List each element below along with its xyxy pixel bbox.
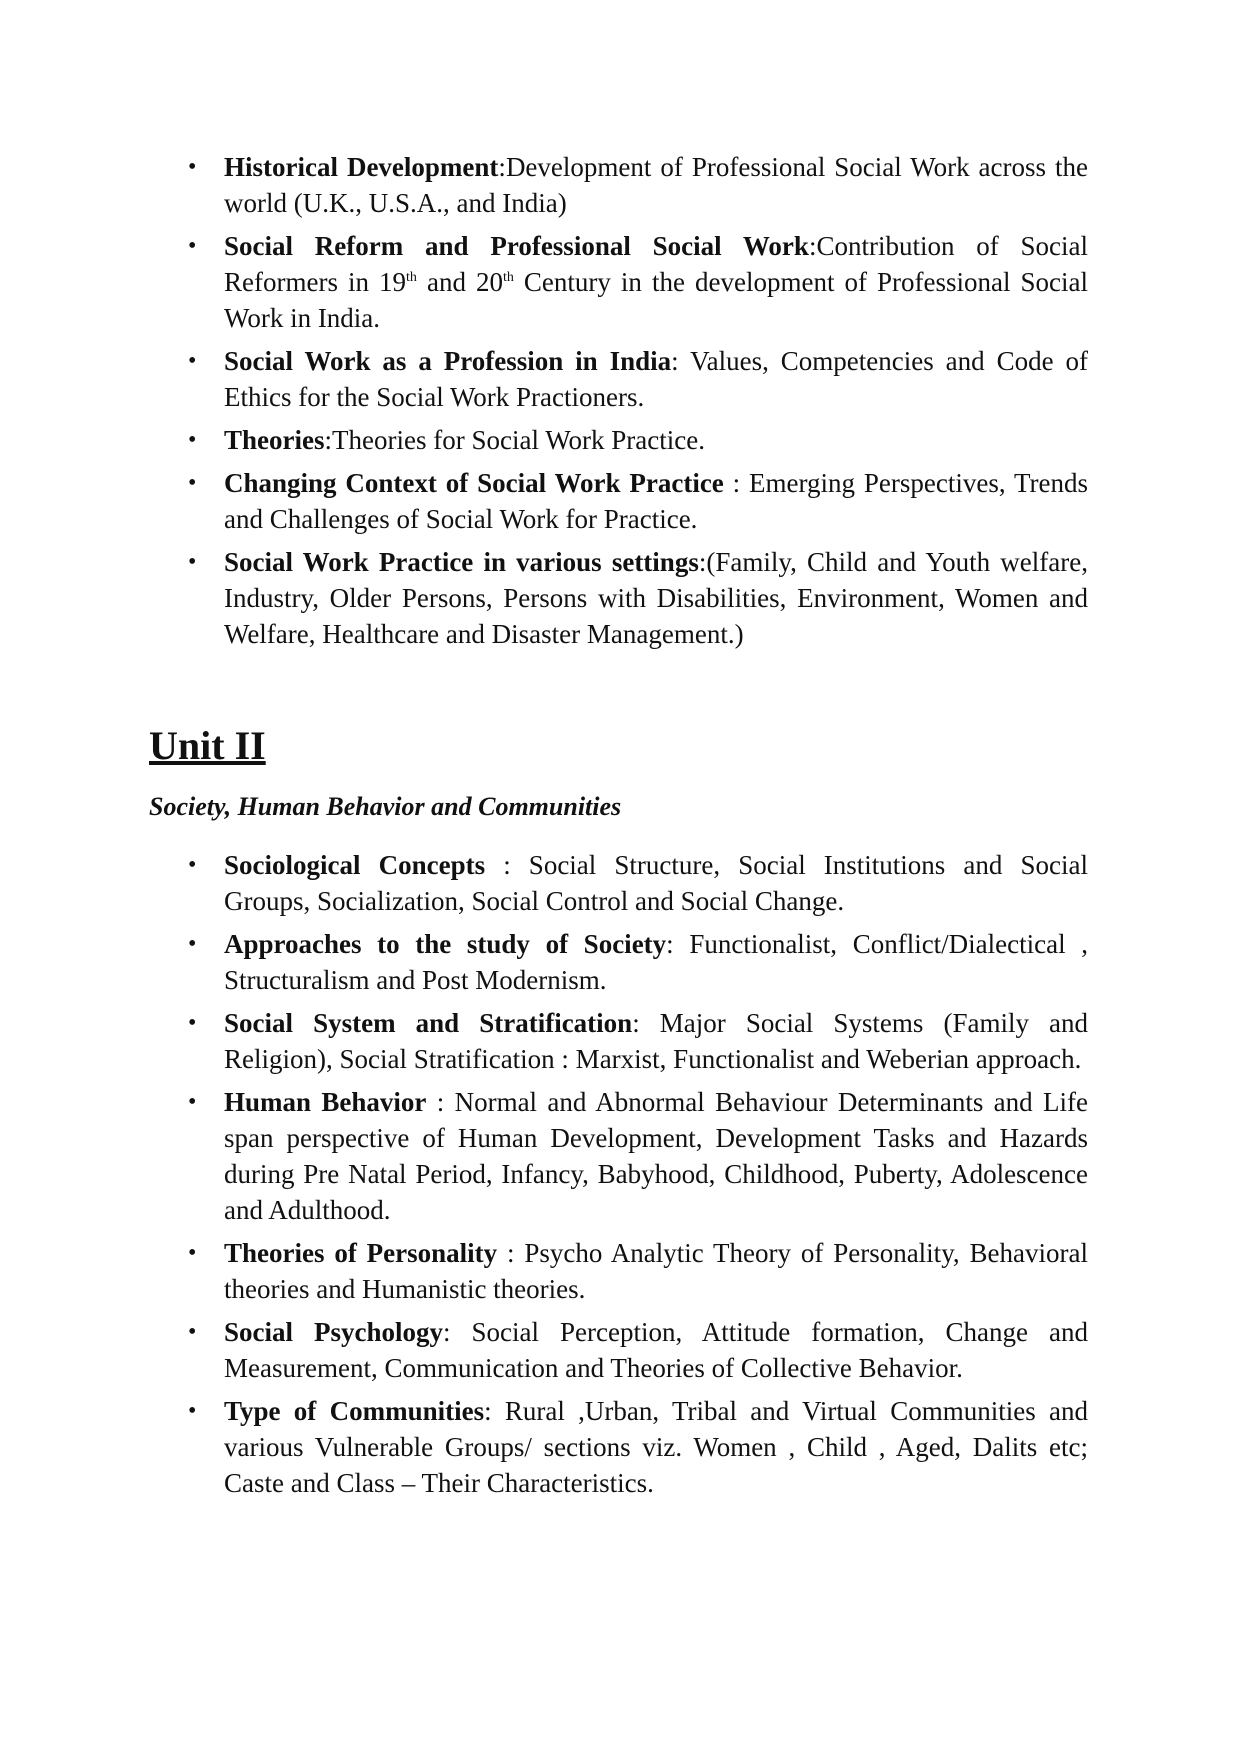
unit-heading: Unit II (149, 723, 266, 768)
topic-text: Psycho Analytic Theory of Personality, Behavioral theories and Humanistic theories. (224, 1238, 1088, 1304)
topic-text: Emerging Perspectives, Trends and Challenges of Social Work for Practice. (224, 468, 1088, 534)
topic-text: Values, Competencies and Code of Ethics for the Social Work Practioners. (224, 346, 1089, 412)
topic-text: Functionalist, Conflict/Dialectical , Structuralism and Post Modernism. (224, 929, 1088, 995)
topic-text: Theories for Social Work Practice. (332, 425, 705, 455)
topic-text: Development of Professional Social Work across the world (U.K., U.S.A., and India) (224, 152, 1088, 218)
list-item: • Approaches to the study of Society: Functionalist, Conflict/Dialectical , Structuralism and Post Modernism. (224, 926, 1088, 998)
topic-text: Social Perception, Attitude formation, Change and Measurement, Communication and Theories of Collective Behavior. (224, 1317, 1088, 1383)
list-item: • Social System and Stratification: Major Social Systems (Family and Religion), Social Stratification : Marxist, Functionalist and Weberian approach. (224, 1005, 1088, 1077)
list-item: • Theories:Theories for Social Work Practice. (224, 422, 1088, 458)
superscript: th (502, 270, 514, 285)
topic-title: Theories (224, 425, 325, 455)
list-item: • Social Reform and Professional Social Work:Contribution of Social Reformers in 19th and 20th Century in the development of Professional Social Work in India. (224, 228, 1088, 336)
topic-title: Approaches to the study of Society (224, 929, 667, 959)
superscript: th (406, 270, 417, 285)
topic-text: (Family, Child and Youth welfare, Industry, Older Persons, Persons with Disabilities, Environment, Women and Welfare, Healthcare and Disaster Management.) (224, 547, 1088, 649)
topic-text: Social Structure, Social Institutions and Social Groups, Socialization, Social Control and Social Change. (224, 850, 1088, 916)
topic-title: Social Work Practice in various settings (224, 547, 699, 577)
topic-title: Social System and Stratification (224, 1008, 633, 1038)
list-item: • Theories of Personality : Psycho Analytic Theory of Personality, Behavioral theories and Humanistic theories. (224, 1235, 1088, 1307)
list-item: • Social Work Practice in various settings:(Family, Child and Youth welfare, Industry, Older Persons, Persons with Disabilities, Environment, Women and Welfare, Healthcare and Disaster Management.) (224, 544, 1088, 652)
topic-text: Rural ,Urban, Tribal and Virtual Communities and various Vulnerable Groups/ sections viz. Women , Child , Aged, Dalits etc; Caste and Class – Their Characteristics. (224, 1396, 1088, 1498)
unit1-topic-list (224, 149, 1088, 659)
topic-text: Normal and Abnormal Behaviour Determinants and Life span perspective of Human Development, Development Tasks and Hazards during Pre Natal Period, Infancy, Babyhood, Childhood, Puberty, Adolescence and Adulthood. (224, 1087, 1088, 1225)
topic-title: Historical Development (224, 152, 499, 182)
topic-title: Changing Context of Social Work Practice (224, 468, 724, 498)
topic-title: Social Psychology (224, 1317, 444, 1347)
topic-title: Type of Communities (224, 1396, 485, 1426)
topic-text: Major Social Systems (Family and Religion), Social Stratification : Marxist, Functionalist and Weberian approach. (224, 1008, 1088, 1074)
unit2-topic-list (224, 847, 1088, 1508)
list-item: • Social Work as a Profession in India: Values, Competencies and Code of Ethics for the Social Work Practioners. (224, 343, 1088, 415)
topic-text: Contribution of Social Reformers in 19 (224, 231, 1089, 297)
topic-title: Theories of Personality (224, 1238, 498, 1268)
list-item: • Human Behavior : Normal and Abnormal Behaviour Determinants and Life span perspective of Human Development, Development Tasks and Hazards during Pre Natal Period, Infancy, Babyhood, Childhood, Puberty, Adolescence and Adulthood. (224, 1084, 1088, 1228)
topic-title: Social Reform and Professional Social Work (224, 231, 809, 261)
topic-title: Human Behavior (224, 1087, 427, 1117)
list-item: • Changing Context of Social Work Practice : Emerging Perspectives, Trends and Challenges of Social Work for Practice. (224, 465, 1088, 537)
topic-title: Sociological Concepts (224, 850, 486, 880)
topic-title: Social Work as a Profession in India (224, 346, 672, 376)
list-item: • Type of Communities: Rural ,Urban, Tribal and Virtual Communities and various Vulnerable Groups/ sections viz. Women , Child , Aged, Dalits etc; Caste and Class – Their Characteristics. (224, 1393, 1088, 1501)
list-item: • Sociological Concepts : Social Structure, Social Institutions and Social Groups, Socialization, Social Control and Social Change. (224, 847, 1088, 919)
list-item: • Historical Development:Development of Professional Social Work across the world (U.K., U.S.A., and India) (224, 149, 1088, 221)
list-item: • Social Psychology: Social Perception, Attitude formation, Change and Measurement, Communication and Theories of Collective Behavior. (224, 1314, 1088, 1386)
unit-subtitle: Society, Human Behavior and Communities (149, 792, 622, 821)
